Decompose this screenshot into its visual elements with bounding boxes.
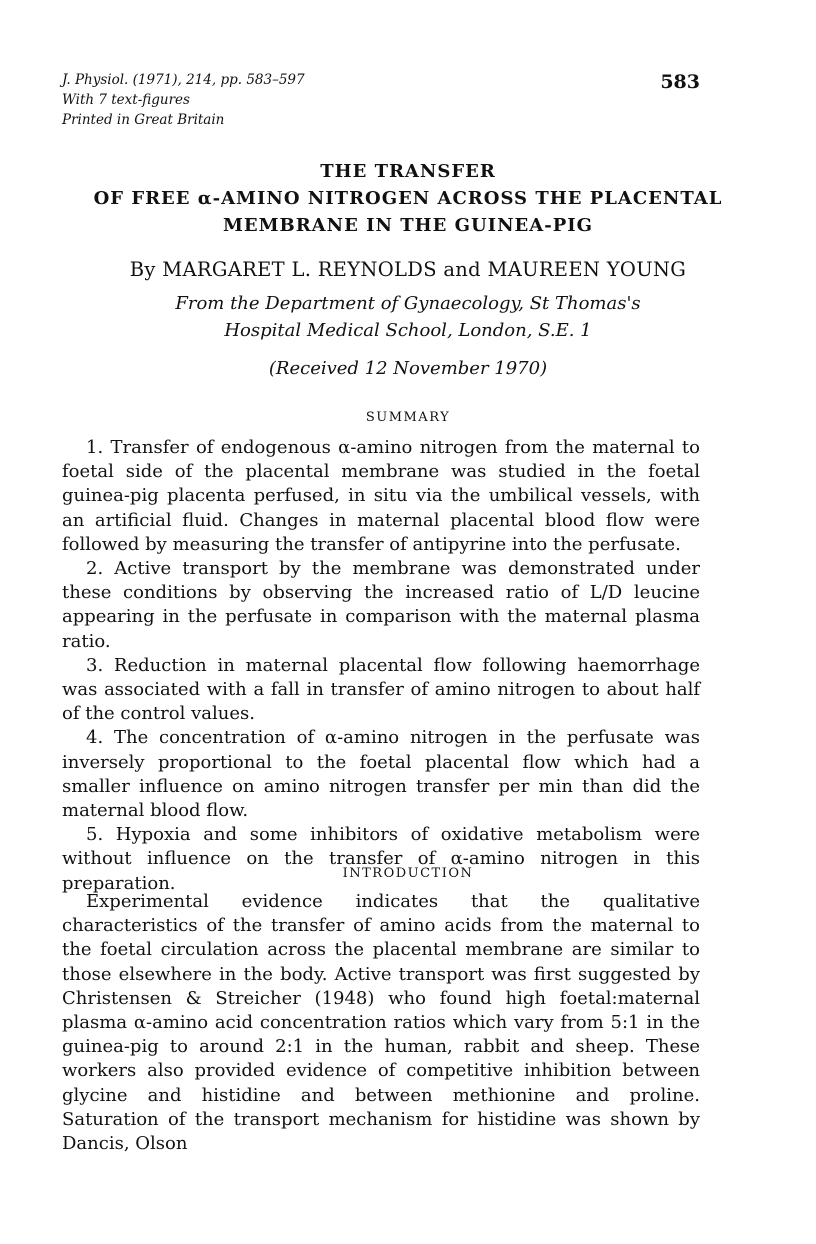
affiliation-line-1: From the Department of Gynaecology, St Thomas's [175, 293, 641, 314]
summary-item: 4. The concentration of α-amino nitrogen in the perfusate was inversely proportional to the foetal placental flow which had a smaller influence on amino nitrogen transfer per min than did the maternal blood flow. [62, 727, 700, 822]
summary-heading: SUMMARY [365, 410, 451, 425]
title-line-1: THE TRANSFER [320, 161, 496, 182]
printed-note: Printed in Great Britain [62, 112, 225, 128]
journal-citation: J. Physiol. (1971), 214, pp. 583–597 [62, 72, 305, 88]
summary-item: 3. Reduction in maternal placental flow following haemorrhage was associated with a fall in transfer of amino nitrogen to about half of the control values. [62, 654, 700, 725]
summary-section [62, 436, 700, 896]
summary-item: 1. Transfer of endogenous α-amino nitrogen from the maternal to foetal side of the placental membrane was studied in the foetal guinea-pig placenta perfused, in situ via the umbilical vessels, with an artificial fluid. Changes in maternal placental blood flow were followed by measuring the transfer of antipyrine into the perfusate. [62, 437, 700, 555]
introduction-heading: INTRODUCTION [342, 866, 474, 881]
page-number: 583 [660, 71, 700, 93]
journal-header [62, 70, 305, 130]
title-line-3: MEMBRANE IN THE GUINEA-PIG [222, 215, 594, 236]
author-line: By MARGARET L. REYNOLDS and MAUREEN YOUNG [129, 258, 687, 281]
title-line-2: OF FREE α-AMINO NITROGEN ACROSS THE PLACENTAL [93, 188, 723, 209]
affiliation-line-2: Hospital Medical School, London, S.E. 1 [224, 320, 592, 341]
introduction-section [62, 890, 700, 1156]
figures-note: With 7 text-figures [62, 92, 190, 108]
introduction-paragraph: Experimental evidence indicates that the qualitative characteristics of the transfer of amino acids from the maternal to the foetal circulation across the placental membrane are similar to those elsewhere in the body. Active transport was first suggested by Christensen & Streicher (1948) who found high foetal:maternal plasma α-amino acid concentration ratios which vary from 5:1 in the guinea-pig to around 2:1 in the human, rabbit and sheep. These workers also provided evidence of competitive inhibition between glycine and histidine and between methionine and proline. Saturation of the transport mechanism for histidine was shown by Dancis, Olson [62, 891, 700, 1155]
summary-item: 5. Hypoxia and some inhibitors of oxidative metabolism were without influence on the transfer of α-amino nitrogen in this preparation. [62, 824, 700, 894]
received-date: (Received 12 November 1970) [268, 358, 548, 379]
summary-item: 2. Active transport by the membrane was demonstrated under these conditions by observing the increased ratio of L/D leucine appearing in the perfusate in comparison with the maternal plasma ratio. [62, 558, 700, 652]
paper-title [60, 158, 756, 239]
affiliation [60, 290, 756, 344]
